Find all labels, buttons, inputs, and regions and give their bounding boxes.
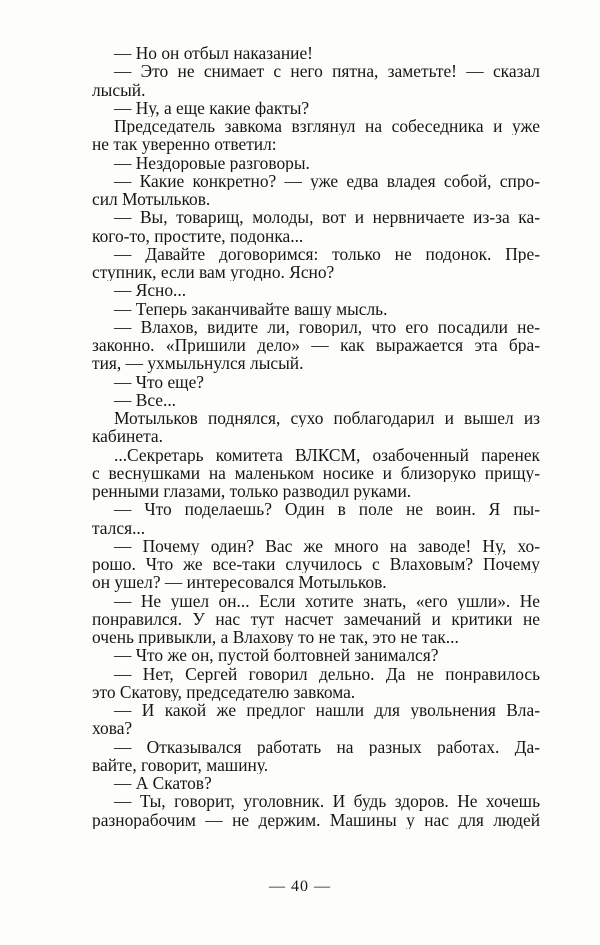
text-line: — Все... — [114, 390, 177, 409]
text-line: — А Скатов? — [114, 774, 212, 793]
page-text — [92, 44, 540, 829]
text-line: законно. «Пришили дело» — как выражается эта бра- — [92, 336, 540, 355]
text-line: — Какие конкретно? — уже едва владея собой, спро- — [114, 171, 540, 190]
text-line: — Давайте договоримся: только не подонок. Пре- — [114, 244, 540, 263]
text-line: — Почему один? Вас же много на заводе! Ну, хо- — [114, 536, 540, 555]
text-line: — Отказывался работать на разных работах. Да- — [114, 737, 540, 756]
text-line: тался... — [92, 518, 146, 537]
text-line: — Не ушел он... Если хотите знать, «его ушли». Не — [114, 591, 540, 610]
text-line: — Нездоровые разговоры. — [114, 153, 310, 172]
text-line: — Влахов, видите ли, говорил, что его посадили не- — [114, 317, 540, 336]
text-line: кого-то, простите, подонка... — [92, 226, 304, 245]
text-line: — И какой же предлог нашли для увольнения Вла- — [114, 701, 540, 720]
text-line: Председатель завкома взглянул на собеседника и уже — [114, 117, 540, 136]
text-line: — Ну, а еще какие факты? — [114, 98, 310, 117]
text-line: ...Секретарь комитета ВЛКСМ, озабоченный паренек — [114, 445, 540, 464]
page-number: — 40 — — [269, 878, 331, 895]
text-line: — Но он отбыл наказание! — [114, 44, 313, 63]
text-line: это Скатову, председателю завкома. — [92, 682, 356, 701]
text-line: тия, — ухмыльнулся лысый. — [92, 354, 304, 373]
text-line: — Нет, Сергей говорил дельно. Да не понравилось — [114, 664, 540, 683]
text-line: с веснушками на маленьком носике и близоруко прищу- — [92, 463, 540, 482]
text-line: — Ты, говорит, уголовник. И будь здоров. Не хочешь — [114, 792, 540, 811]
text-line: хова? — [92, 719, 133, 738]
text-line: лысый. — [92, 80, 146, 99]
text-line: рошо. Что же все-таки случилось с Влаховым? Почему — [92, 555, 540, 574]
text-line: — Что же он, пустой болтовней занимался? — [114, 646, 439, 665]
text-line: очень привыкли, а Влахову то не так, это не так... — [92, 628, 459, 647]
text-line: — Это не снимает с него пятна, заметьте! — сказал — [114, 62, 540, 81]
text-line: понравился. У нас тут насчет замечаний и критики не — [92, 609, 540, 628]
text-line: — Теперь заканчивайте вашу мысль. — [114, 299, 388, 318]
text-line: — Что поделаешь? Один в поле не воин. Я пы- — [114, 500, 540, 519]
text-line: Мотыльков поднялся, сухо поблагодарил и вышел из — [114, 409, 540, 428]
text-line: не так уверенно ответил: — [92, 135, 277, 154]
text-line: — Ясно... — [114, 281, 187, 300]
text-line: — Вы, товарищ, молоды, вот и нервничаете из-за ка- — [114, 208, 540, 227]
text-line: ступник, если вам угодно. Ясно? — [92, 263, 335, 282]
text-line: ренными глазами, только разводил руками. — [92, 482, 412, 501]
text-line: — Что еще? — [114, 372, 205, 391]
text-line: кабинета. — [92, 427, 163, 446]
text-line: разнорабочим — не держим. Машины у нас для людей — [92, 810, 540, 829]
text-line: он ушел? — интересовался Мотыльков. — [92, 573, 387, 592]
text-line: сил Мотыльков. — [92, 190, 211, 209]
text-line: вайте, говорит, машину. — [92, 755, 269, 774]
